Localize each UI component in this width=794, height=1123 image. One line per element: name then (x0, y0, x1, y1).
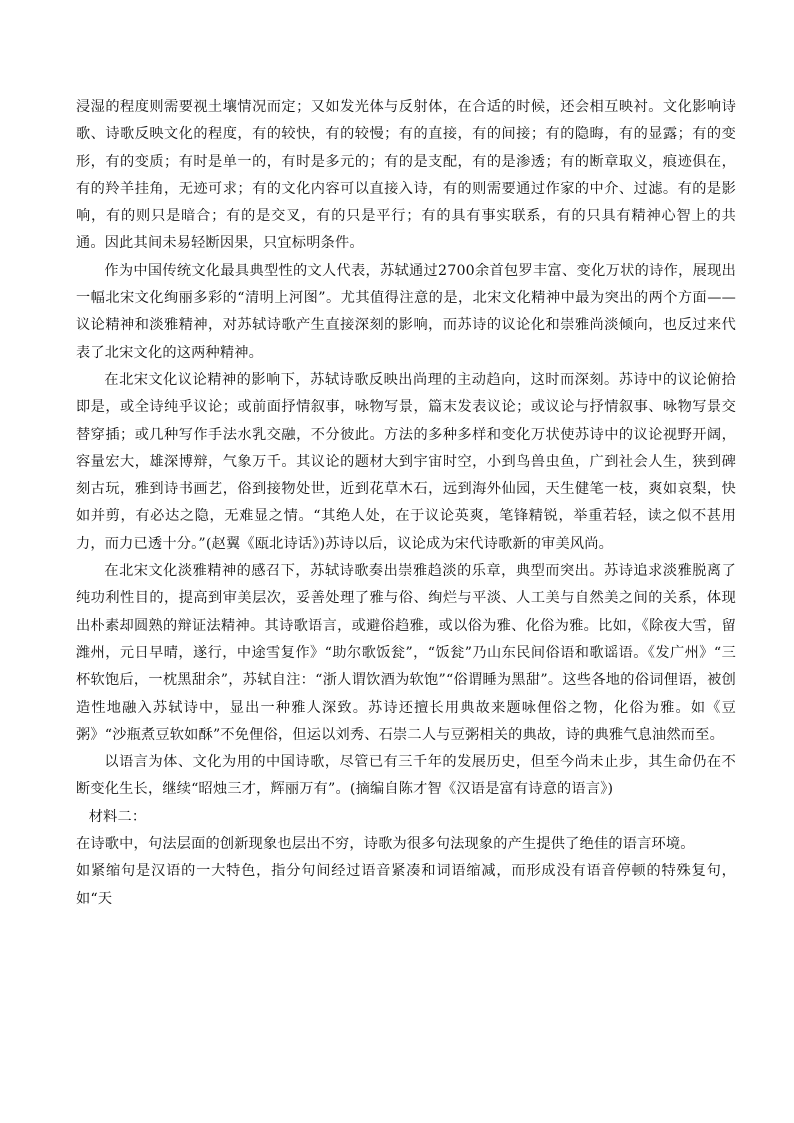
paragraph-elegance-spirit: 在北宋文化淡雅精神的感召下，苏轼诗歌奏出崇雅趋淡的乐章，典型而突出。苏诗追求淡雅脱离了纯功利性目的，提高到审美层次，妥善处理了雅与俗、绚烂与平淡、人工美与自然美之间的关系，体现出朴素却圆熟的辩证法精神。其诗歌语言，或避俗趋雅，或以俗为雅、化俗为雅。比如，《除夜大雪，留潍州，元日早晴，遂行，中途雪复作》“助尔歌饭瓮”，“饭瓮”乃山东民间俗语和歌谣语。《发广州》“三杯软饱后，一枕黑甜余”，苏轼自注：“浙人谓饮酒为软饱”“俗谓睡为黑甜”。这些各地的俗词俚语，被创造性地融入苏轼诗中，显出一种雅人深致。苏诗还擅长用典故来题咏俚俗之物，化俗为雅。如《豆粥》“沙瓶煮豆软如酥”不免俚俗，但运以刘秀、石崇二人与豆粥相关的典故，诗的典雅气息油然而至。 (76, 563, 736, 743)
paragraph-continued: 浸湿的程度则需要视土壤情况而定；又如发光体与反射体，在合适的时候，还会相互映衬。文化影响诗歌、诗歌反映文化的程度，有的较快，有的较慢；有的直接，有的间接；有的隐晦，有的显露；有的变形，有的变质；有时是单一的，有时是多元的；有的是支配，有的是渗透；有的断章取义，痕迹俱在，有的羚羊挂角，无迹可求；有的文化内容可以直接入诗，有的则需要通过作家的中介、过滤。有的是影响，有的则只是暗合；有的是交叉，有的只是平行；有的具有事实联系，有的只具有精神心智上的共通。因此其间未易轻断因果，只宜标明条件。 (76, 99, 736, 252)
paragraph-argumentation-spirit: 在北宋文化议论精神的影响下，苏轼诗歌反映出尚理的主动趋向，这时而深刻。苏诗中的议论俯拾即是，或全诗纯乎议论；或前面抒情叙事，咏物写景，篇末发表议论；或议论与抒情叙事、咏物写景交替穿插；或几种写作手法水乳交融，不分彼此。方法的多种多样和变化万状使苏诗中的议论视野开阔，容量宏大，雄深博辩，气象万千。其议论的题材大到宇宙时空，小到鸟兽虫鱼，广到社会人生，狭到碑刻古玩，雅到诗书画艺，俗到接物处世，近到花草木石，远到海外仙园，天生健笔一枝，爽如哀梨，快如并剪，有必达之隐，无难显之情。“其绝人处，在于议论英爽，笔锋精锐，举重若轻，读之似不甚用力，而力已透十分。”(赵翼《瓯北诗话》)苏诗以后，议论成为宋代诗歌新的审美风尚。 (76, 371, 736, 552)
paragraph-syntax-innovation: 在诗歌中，句法层面的创新现象也层出不穷，诗歌为很多句法现象的产生提供了绝佳的语言环境。 (76, 836, 695, 853)
material-two-heading: 材料二： (88, 808, 147, 825)
paragraph-su-shi-intro: 作为中国传统文化最具典型性的文人代表，苏轼通过2700余首包罗丰富、变化万状的诗作，展现出一幅北宋文化绚丽多彩的“清明上河图”。尤其值得注意的是，北宋文化精神中最为突出的两个方面——议论精神和淡雅精神，对苏轼诗歌产生直接深刻的影响，而苏诗的议论化和崇雅尚淡倾向，也反过来代表了北宋文化的这两种精神。 (76, 262, 736, 361)
paragraph-compact-sentence: 如紧缩句是汉语的一大特色，指分句间经过语音紧凑和词语缩减，而形成没有语音停顿的特殊复句，如“天 (76, 863, 736, 907)
document-body (76, 94, 736, 913)
paragraph-conclusion: 以语言为体、文化为用的中国诗歌，尽管已有三千年的发展历史，但至今尚未止步，其生命仍在不断变化生长，继续“昭烛三才，辉丽万有”。(摘编自陈才智《汉语是富有诗意的语言》) (76, 754, 736, 798)
